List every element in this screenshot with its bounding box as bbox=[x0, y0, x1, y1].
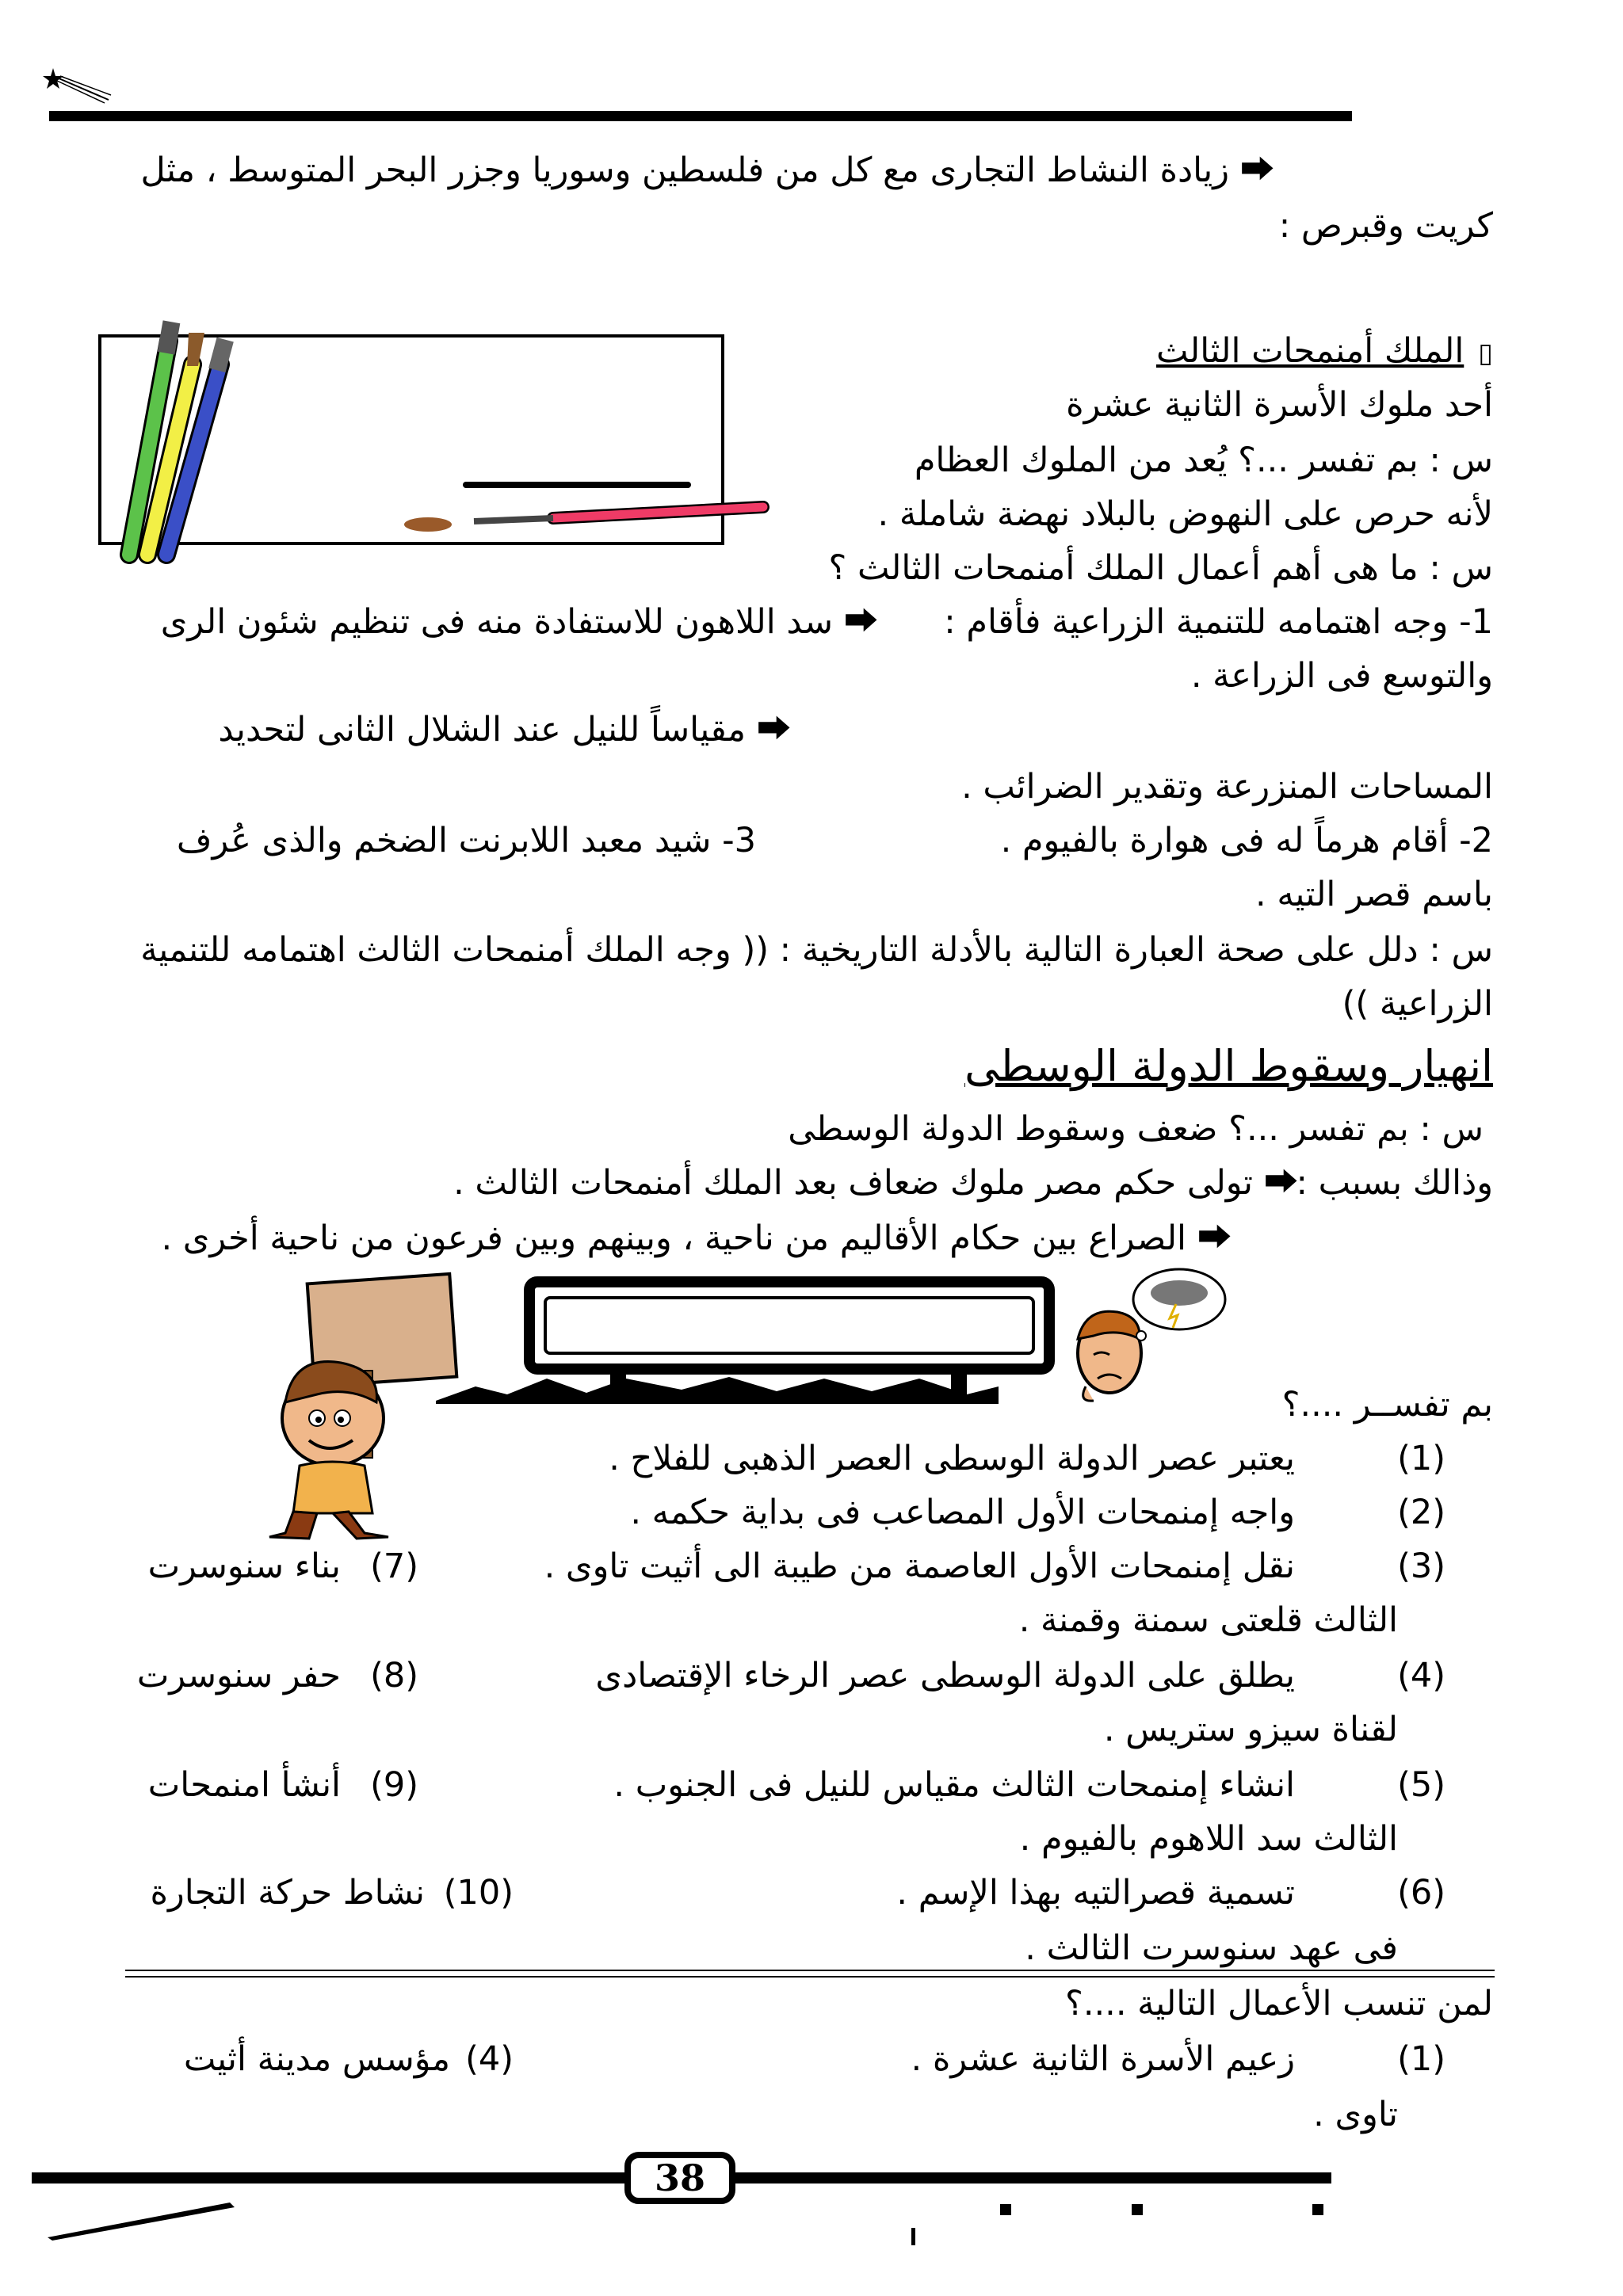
explain-item-9: أنشأ امنمحات bbox=[147, 1765, 341, 1805]
intro-line-2: كريت وقبرص : bbox=[1278, 206, 1493, 246]
explain-item-7-cont: الثالث قلعتى سمنة وقمنة . bbox=[1018, 1600, 1398, 1640]
divider-line bbox=[125, 1970, 1495, 1971]
explain-item-10-num: (10) bbox=[443, 1873, 514, 1913]
collapse-title: انهيار وسقوط الدولة الوسطى bbox=[964, 1041, 1493, 1091]
explain-item-4: يطلق على الدولة الوسطى عصر الرخاء الإقتصادى bbox=[595, 1656, 1295, 1695]
work-1-bullet-1: ⮕سد اللاهون للاستفادة منه فى تنظيم شئون الرى bbox=[160, 602, 878, 642]
work-3: 3- شيد معبد اللابرنت الضخم والذى عُرف bbox=[176, 821, 756, 860]
footer-dot bbox=[1000, 2204, 1011, 2215]
paintbrushes-illustration bbox=[94, 317, 775, 570]
heading-marker-icon: ▯ bbox=[1478, 338, 1493, 369]
bullet-icon: ⮕ bbox=[1264, 1163, 1298, 1203]
bullet-icon: ⮕ bbox=[1240, 151, 1274, 190]
work-1-cont: والتوسع فى الزراعة . bbox=[1190, 656, 1493, 696]
attribute-item-1-num: (1) bbox=[1397, 2039, 1445, 2079]
bullet-icon: ⮕ bbox=[1197, 1219, 1232, 1258]
explain-item-8-num: (8) bbox=[370, 1656, 418, 1695]
explain-item-10: نشاط حركة التجارة bbox=[150, 1873, 425, 1913]
answer-1: لأنه حرص على النهوض بالبلاد نهضة شاملة . bbox=[877, 494, 1493, 534]
explain-item-8: حفر سنوسرت bbox=[136, 1656, 341, 1695]
question-1: س : بم تفسر ...؟ يُعد من الملوك العظام bbox=[914, 441, 1493, 480]
explain-item-2-num: (2) bbox=[1397, 1493, 1445, 1532]
attribute-item-4: مؤسس مدينة أثيت bbox=[183, 2039, 450, 2079]
explain-item-3: نقل إمنمحات الأول العاصمة من طيبة الى أثيت تاوى . bbox=[544, 1547, 1295, 1586]
explain-item-10-cont: فى عهد سنوسرت الثالث . bbox=[1025, 1928, 1398, 1968]
work-3-cont: باسم قصر التيه . bbox=[1254, 875, 1493, 914]
explain-heading: بم تفســر ....؟ bbox=[1281, 1385, 1493, 1425]
explain-item-9-cont: الثالث سد اللاهوم بالفيوم . bbox=[1019, 1819, 1398, 1859]
explain-item-5: انشاء إمنمحات الثالث مقياس للنيل فى الجنوب . bbox=[613, 1765, 1295, 1805]
collapse-cause-2: ⮕الصراع بين حكام الأقاليم من ناحية ، وبينهم وبين فرعون من ناحية أخرى . bbox=[161, 1219, 1232, 1258]
explain-item-1: يعتبر عصر الدولة الوسطى العصر الذهبى للفلاح . bbox=[609, 1439, 1295, 1478]
explain-item-7: بناء سنوسرت bbox=[147, 1547, 341, 1586]
page-number: 38 bbox=[624, 2152, 735, 2204]
work-1-bullet-2: ⮕مقياساً للنيل عند الشلال الثانى لتحديد bbox=[218, 710, 791, 749]
explain-item-6-num: (6) bbox=[1397, 1873, 1445, 1913]
explain-item-5-num: (5) bbox=[1397, 1765, 1445, 1805]
bullet-icon: ⮕ bbox=[757, 710, 791, 749]
explain-item-7-num: (7) bbox=[370, 1547, 418, 1586]
amenemhat-desc: أحد ملوك الأسرة الثانية عشرة bbox=[1066, 385, 1493, 425]
explain-item-3-num: (3) bbox=[1397, 1547, 1445, 1586]
explain-item-8-cont: لقناة سيزو ستريس . bbox=[1103, 1710, 1398, 1749]
attribute-item-4-num: (4) bbox=[465, 2039, 514, 2079]
bullet-icon: ⮕ bbox=[844, 602, 878, 642]
intro-line-1: ⮕زيادة النشاط التجارى مع كل من فلسطين وسوريا وجزر البحر المتوسط ، مثل bbox=[140, 151, 1274, 190]
explain-item-9-num: (9) bbox=[370, 1765, 418, 1805]
attribute-item-1: زعيم الأسرة الثانية عشرة . bbox=[911, 2039, 1295, 2079]
work-2: 2- أقام هرماً له فى هوارة بالفيوم . bbox=[1000, 821, 1493, 860]
collapse-question: س : بم تفسر ...؟ ضعف وسقوط الدولة الوسطى bbox=[788, 1109, 1484, 1149]
explain-item-1-num: (1) bbox=[1397, 1439, 1445, 1478]
collapse-cause-1: ⮕تولى حكم مصر ملوك ضعاف بعد الملك أمنمحات الثالث . bbox=[453, 1163, 1298, 1203]
work-1-cont-2: المساحات المنزرعة وتقدير الضرائب . bbox=[961, 767, 1493, 807]
collapse-cause-label: وذالك بسبب : bbox=[1296, 1163, 1493, 1203]
attribute-heading: لمن تنسب الأعمال التالية ....؟ bbox=[1065, 1984, 1493, 2023]
explain-item-2: واجه إمنمحات الأول المصاعب فى بداية حكمه . bbox=[630, 1493, 1295, 1532]
work-1-label: 1- وجه اهتمامه للتنمية الزراعية فأقام : bbox=[944, 602, 1493, 642]
footer-dot bbox=[1132, 2204, 1143, 2215]
question-3-cont: الزراعية )) bbox=[1342, 984, 1493, 1024]
explain-item-4-num: (4) bbox=[1397, 1656, 1445, 1695]
question-3: س : دلل على صحة العبارة التالية بالأدلة التاريخية : (( وجه الملك أمنمحات الثالث اهتمامه للتنمية bbox=[140, 930, 1493, 970]
section-heading-amenemhat: ▯الملك أمنمحات الثالث bbox=[1155, 331, 1493, 371]
explain-item-6: تسمية قصرالتيه بهذا الإسم . bbox=[896, 1873, 1295, 1913]
question-2: س : ما هى أهم أعمال الملك أمنمحات الثالث ؟ bbox=[828, 548, 1493, 588]
footer-tick bbox=[911, 2228, 915, 2245]
top-rule bbox=[49, 111, 1352, 121]
footer-slash-decoration bbox=[48, 2201, 238, 2241]
shooting-star-icon bbox=[41, 62, 113, 105]
attribute-item-4-cont: تاوى . bbox=[1313, 2095, 1398, 2134]
footer-dot bbox=[1312, 2204, 1323, 2215]
